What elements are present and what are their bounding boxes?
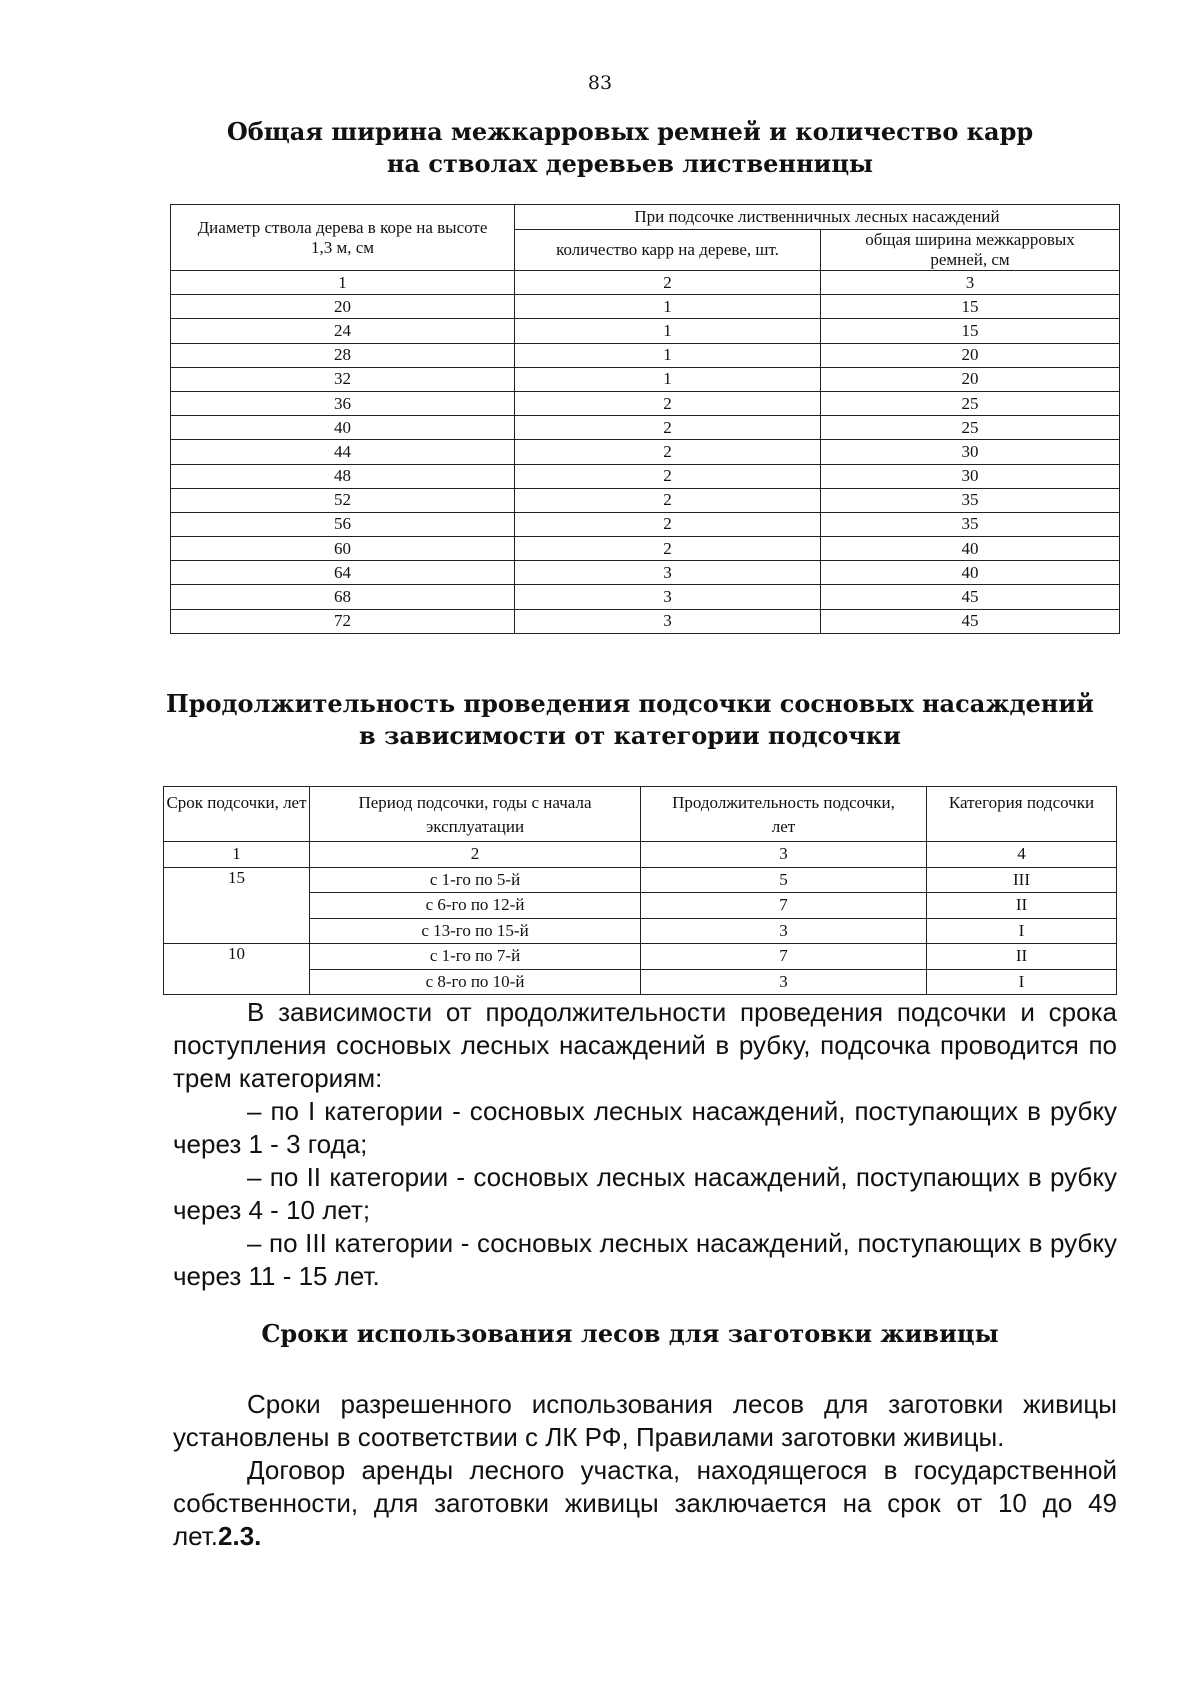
header-term: Срок подсочки, лет xyxy=(164,787,310,842)
table-cell: с 1-го по 7-й xyxy=(310,944,641,970)
table-cell: 64 xyxy=(171,561,515,585)
section-ref: 2.3. xyxy=(218,1521,262,1551)
table-row xyxy=(171,367,1120,391)
table-cell: II xyxy=(927,893,1117,919)
table-cell: 15 xyxy=(821,295,1120,319)
table-row xyxy=(171,416,1120,440)
table-cell: 2 xyxy=(515,391,821,415)
table-cell: 3 xyxy=(641,918,927,944)
table-cell: 48 xyxy=(171,464,515,488)
title-line: Общая ширина межкарровых ремней и количество карр xyxy=(226,117,1034,146)
table-cell: 20 xyxy=(821,367,1120,391)
table-cell: 35 xyxy=(821,512,1120,536)
table-row xyxy=(171,609,1120,633)
table-cell: 20 xyxy=(171,295,515,319)
table-cell: 20 xyxy=(821,343,1120,367)
list-item: – по I категории - сосновых лесных насаждений, поступающих в рубку через 1 - 3 года; xyxy=(173,1096,1117,1159)
table-cell: 5 xyxy=(641,867,927,893)
term-cell: 15 xyxy=(164,867,310,944)
table-cell: 3 xyxy=(515,609,821,633)
title-line: на стволах деревьев лиственницы xyxy=(386,149,874,178)
table-cell: 45 xyxy=(821,585,1120,609)
table-row xyxy=(171,464,1120,488)
table-cell: 45 xyxy=(821,609,1120,633)
table-cell: 3 xyxy=(515,585,821,609)
header-width: общая ширина межкарровых ремней, см xyxy=(821,230,1120,271)
table-cell: II xyxy=(927,944,1117,970)
column-number: 4 xyxy=(927,842,1117,868)
paragraph: В зависимости от продолжительности проведения подсочки и срока поступления сосновых лесных насаждений в рубку, подсочка проводится по трем категориям: xyxy=(173,997,1117,1093)
table-cell: 2 xyxy=(515,440,821,464)
table-cell: 36 xyxy=(171,391,515,415)
terms-text xyxy=(173,1388,1117,1553)
header-duration: Продолжительность подсочки, лет xyxy=(641,787,927,842)
table-cell: 72 xyxy=(171,609,515,633)
table-cell: 35 xyxy=(821,488,1120,512)
column-number: 2 xyxy=(515,271,821,295)
header-group: При подсочке лиственничных лесных насаждений xyxy=(515,205,1120,230)
table-row xyxy=(171,537,1120,561)
paragraph-text: Договор аренды лесного участка, находящегося в государственной собственности, для заготовки живицы заключается на срок от 10 до 49 лет. xyxy=(173,1455,1117,1551)
table-cell: 28 xyxy=(171,343,515,367)
table-cell: 52 xyxy=(171,488,515,512)
table-cell: 1 xyxy=(515,295,821,319)
table-cell: с 13-го по 15-й xyxy=(310,918,641,944)
table-row xyxy=(164,944,1117,970)
table-cell: 2 xyxy=(515,416,821,440)
page-number: 83 xyxy=(587,72,613,94)
table-row xyxy=(171,561,1120,585)
table-cell: 68 xyxy=(171,585,515,609)
table-row xyxy=(171,343,1120,367)
table-cell: 7 xyxy=(641,893,927,919)
title-line: Продолжительность проведения подсочки сосновых насаждений xyxy=(166,689,1094,718)
list-item: – по II категории - сосновых лесных насаждений, поступающих в рубку через 4 - 10 лет; xyxy=(173,1162,1117,1225)
pine-table xyxy=(163,786,1117,995)
table-cell: 32 xyxy=(171,367,515,391)
table-cell: 3 xyxy=(515,561,821,585)
table-cell: 7 xyxy=(641,944,927,970)
section-title-larch xyxy=(30,116,1200,180)
categories-text xyxy=(173,996,1117,1293)
larch-table-body xyxy=(171,271,1120,634)
table-cell: 44 xyxy=(171,440,515,464)
table-cell: 40 xyxy=(821,561,1120,585)
table-cell: с 6-го по 12-й xyxy=(310,893,641,919)
pine-table-body xyxy=(164,842,1117,995)
table-cell: 2 xyxy=(515,512,821,536)
paragraph: Сроки разрешенного использования лесов для заготовки живицы установлены в соответствии с ЛК РФ, Правилами заготовки живицы. xyxy=(173,1389,1117,1452)
table-cell: 3 xyxy=(641,969,927,995)
table-cell: 60 xyxy=(171,537,515,561)
table-row xyxy=(171,488,1120,512)
table-row xyxy=(171,512,1120,536)
table-cell: 56 xyxy=(171,512,515,536)
column-number: 1 xyxy=(164,842,310,868)
table-cell: 1 xyxy=(515,343,821,367)
table-cell: 30 xyxy=(821,464,1120,488)
table-cell: 2 xyxy=(515,488,821,512)
header-diameter: Диаметр ствола дерева в коре на высоте 1,3 м, см xyxy=(171,205,515,271)
table-cell: III xyxy=(927,867,1117,893)
table-cell: с 1-го по 5-й xyxy=(310,867,641,893)
section-title-terms: Сроки использования лесов для заготовки живицы xyxy=(261,1319,999,1348)
table-row xyxy=(171,585,1120,609)
table-cell: с 8-го по 10-й xyxy=(310,969,641,995)
column-number-row xyxy=(171,271,1120,295)
table-cell: 15 xyxy=(821,319,1120,343)
column-number: 1 xyxy=(171,271,515,295)
paragraph xyxy=(173,1454,1117,1553)
table-row xyxy=(171,391,1120,415)
section-title-pine xyxy=(30,688,1200,752)
column-number-row xyxy=(164,842,1117,868)
table-cell: 24 xyxy=(171,319,515,343)
table-cell: 2 xyxy=(515,464,821,488)
table-cell: I xyxy=(927,969,1117,995)
table-row xyxy=(171,319,1120,343)
list-item: – по III категории - сосновых лесных насаждений, поступающих в рубку через 11 - 15 лет. xyxy=(173,1228,1117,1291)
table-cell: 1 xyxy=(515,319,821,343)
term-cell: 10 xyxy=(164,944,310,995)
table-cell: 40 xyxy=(171,416,515,440)
header-count: количество карр на дереве, шт. xyxy=(515,230,821,271)
table-cell: 1 xyxy=(515,367,821,391)
table-row xyxy=(164,867,1117,893)
larch-table xyxy=(170,204,1120,634)
table-cell: 30 xyxy=(821,440,1120,464)
column-number: 3 xyxy=(641,842,927,868)
header-category: Категория подсочки xyxy=(927,787,1117,842)
table-row xyxy=(171,440,1120,464)
table-cell: 40 xyxy=(821,537,1120,561)
table-cell: 25 xyxy=(821,416,1120,440)
column-number: 3 xyxy=(821,271,1120,295)
column-number: 2 xyxy=(310,842,641,868)
table-cell: I xyxy=(927,918,1117,944)
header-period: Период подсочки, годы с начала эксплуатации xyxy=(310,787,641,842)
table-cell: 25 xyxy=(821,391,1120,415)
title-line: в зависимости от категории подсочки xyxy=(359,721,901,750)
table-cell: 2 xyxy=(515,537,821,561)
table-row xyxy=(171,295,1120,319)
